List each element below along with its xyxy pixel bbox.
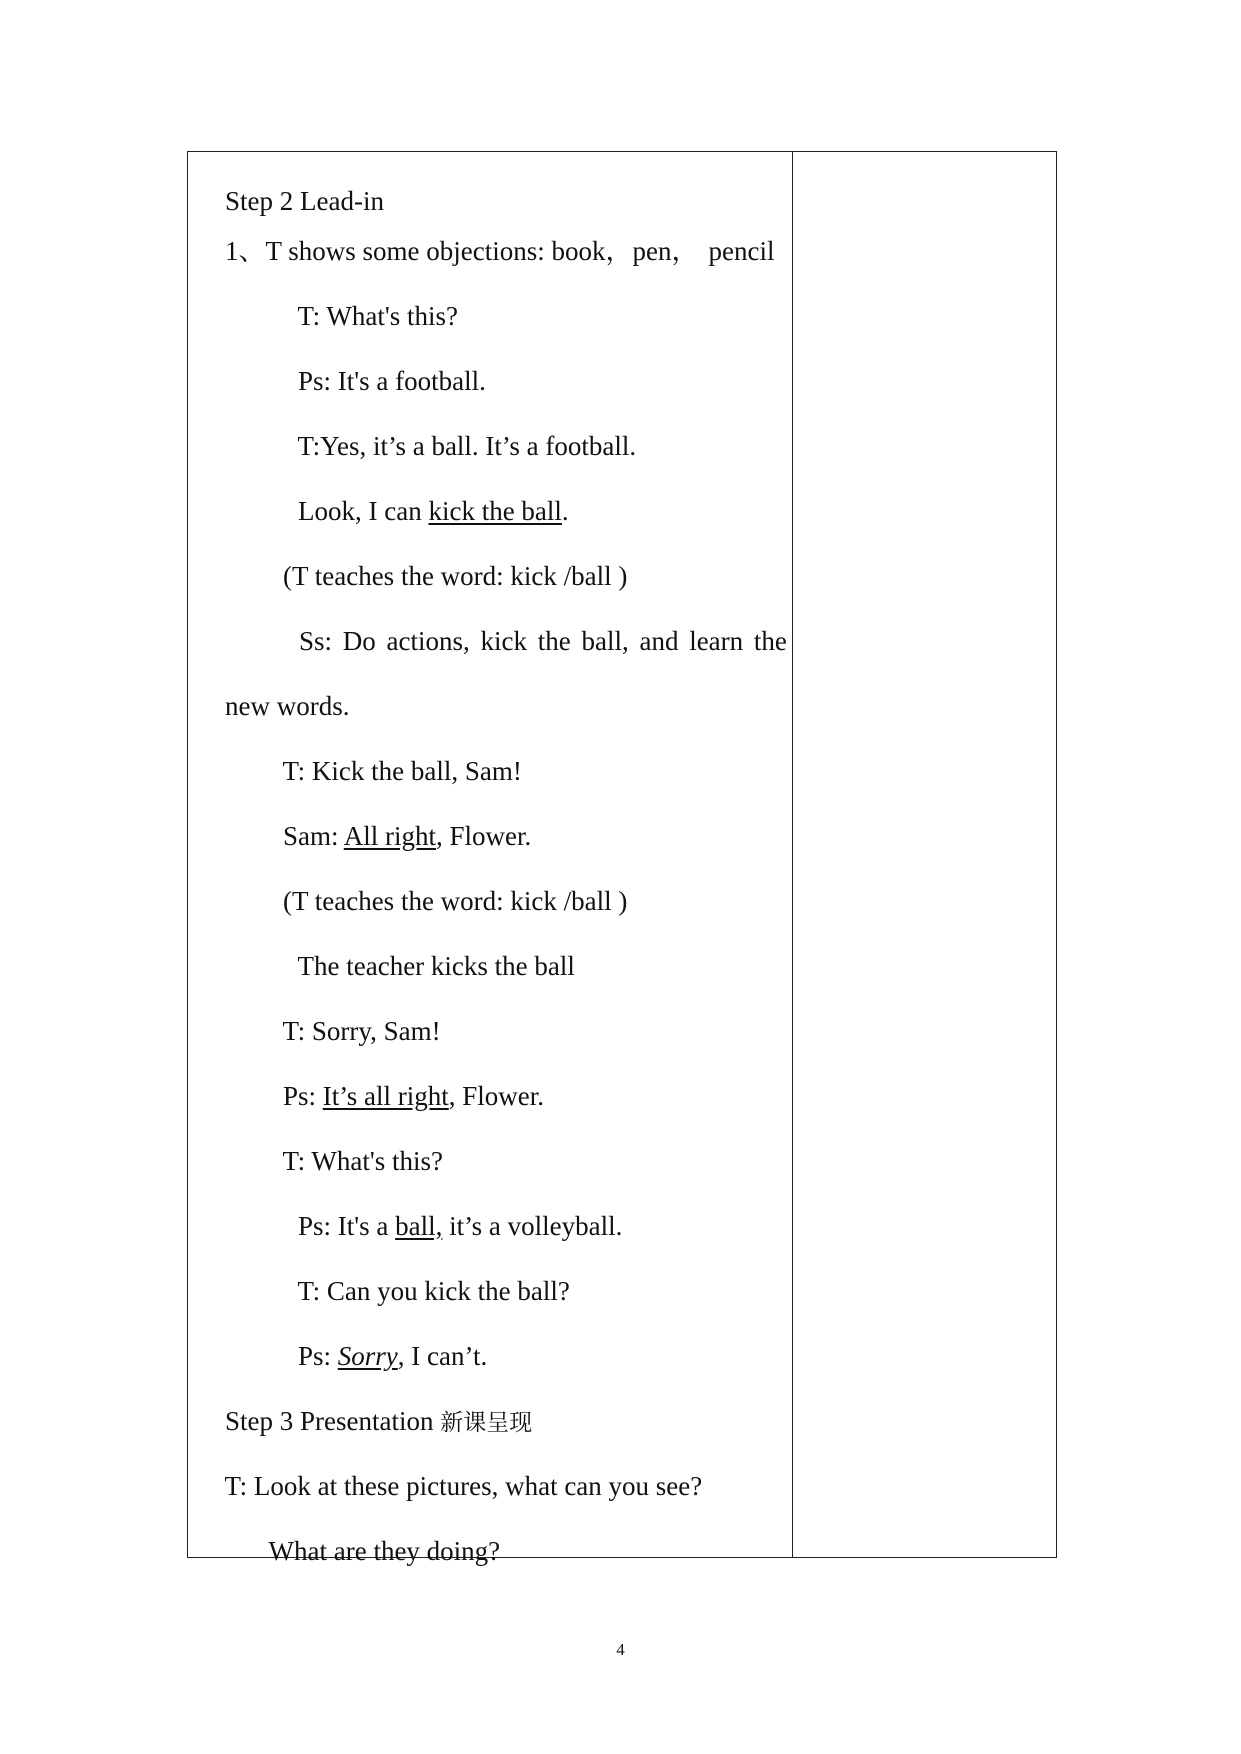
item1-line: 1、T shows some objections: book，pen， pencil bbox=[225, 236, 775, 266]
dialogue-line: T: Sorry, Sam! bbox=[282, 1016, 441, 1046]
page-number: 4 bbox=[616, 1640, 625, 1659]
dialogue-line: (T teaches the word: kick /ball ) bbox=[283, 561, 628, 591]
dialogue-line: Look, I can kick the ball. bbox=[298, 496, 569, 526]
dialogue-line: new words. bbox=[225, 691, 350, 721]
dialogue-line: (T teaches the word: kick /ball ) bbox=[283, 886, 628, 916]
dialogue-line: What are they doing? bbox=[268, 1536, 501, 1566]
dialogue-line: Ps: Sorry, I can’t. bbox=[298, 1341, 488, 1371]
table-column-divider bbox=[792, 151, 793, 1558]
dialogue-line: T: What's this? bbox=[297, 301, 459, 331]
step3-heading: Step 3 Presentation 新课呈现 bbox=[225, 1406, 533, 1436]
dialogue-line: Sam: All right, Flower. bbox=[283, 821, 532, 851]
dialogue-line: Ss: Do actions, kick the ball, and learn the bbox=[299, 626, 787, 656]
dialogue-line: Ps: It’s all right, Flower. bbox=[283, 1081, 545, 1111]
dialogue-line: The teacher kicks the ball bbox=[297, 951, 575, 981]
dialogue-line: T: What's this? bbox=[282, 1146, 444, 1176]
step2-heading: Step 2 Lead-in bbox=[225, 186, 384, 216]
dialogue-line: Ps: It's a football. bbox=[298, 366, 486, 396]
dialogue-line: T: Can you kick the ball? bbox=[297, 1276, 570, 1306]
dialogue-line: T: Look at these pictures, what can you see? bbox=[224, 1471, 703, 1501]
dialogue-line: Ps: It's a ball, it’s a volleyball. bbox=[298, 1211, 623, 1241]
dialogue-line: T:Yes, it’s a ball. It’s a football. bbox=[297, 431, 637, 461]
dialogue-line: T: Kick the ball, Sam! bbox=[282, 756, 522, 786]
